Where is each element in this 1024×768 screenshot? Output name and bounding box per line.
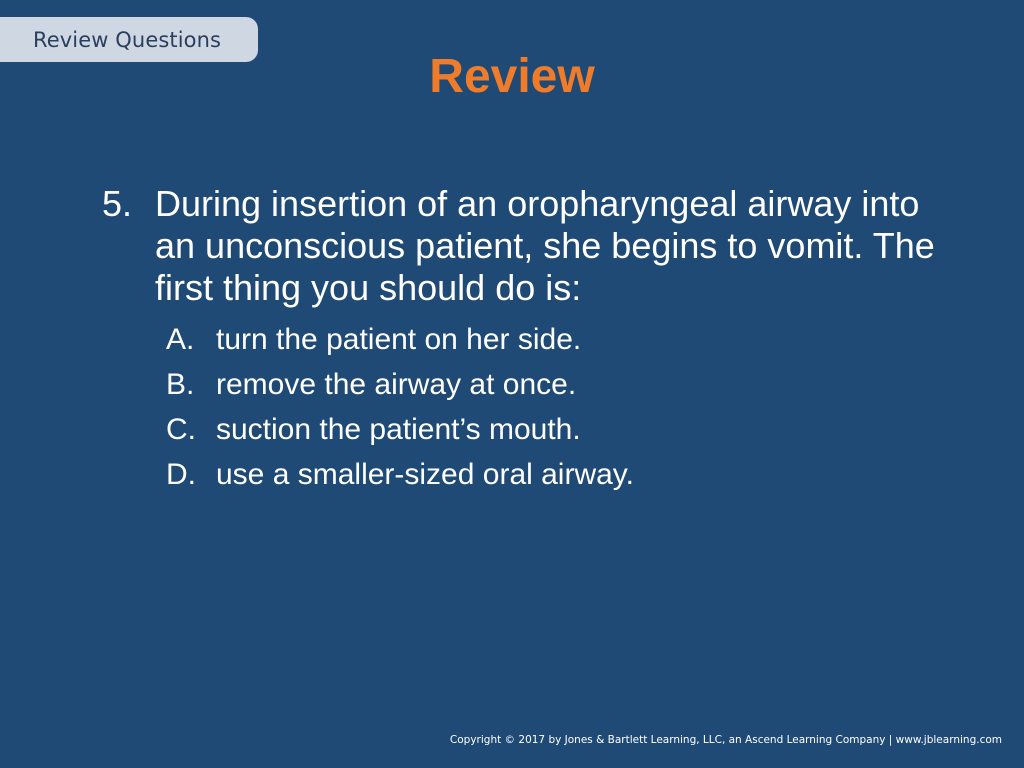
answer-option-b	[166, 362, 962, 407]
option-letter: B.	[166, 368, 195, 401]
answer-options	[102, 317, 962, 497]
option-text: suction the patient’s mouth.	[216, 413, 581, 446]
section-tab-label: Review Questions	[33, 27, 222, 52]
copyright-footer: Copyright © 2017 by Jones & Bartlett Learning, LLC, an Ascend Learning Company | www.jblearning.com	[449, 734, 1002, 746]
option-text: turn the patient on her side.	[216, 323, 582, 356]
option-letter: A.	[166, 323, 195, 356]
slide-title: Review	[429, 50, 595, 103]
answer-option-c	[166, 407, 962, 452]
option-letter: D.	[166, 458, 196, 491]
option-text: use a smaller-sized oral airway.	[216, 458, 634, 491]
question-text: During insertion of an oropharyngeal airway into an unconscious patient, she begins to vomit. The first thing you should do is:	[155, 183, 935, 308]
option-letter: C.	[166, 413, 196, 446]
answer-option-a	[166, 317, 962, 362]
option-text: remove the airway at once.	[216, 368, 577, 401]
question-stem	[102, 183, 962, 309]
question-number: 5.	[102, 183, 133, 224]
question-block	[102, 183, 962, 497]
answer-option-d	[166, 452, 962, 497]
